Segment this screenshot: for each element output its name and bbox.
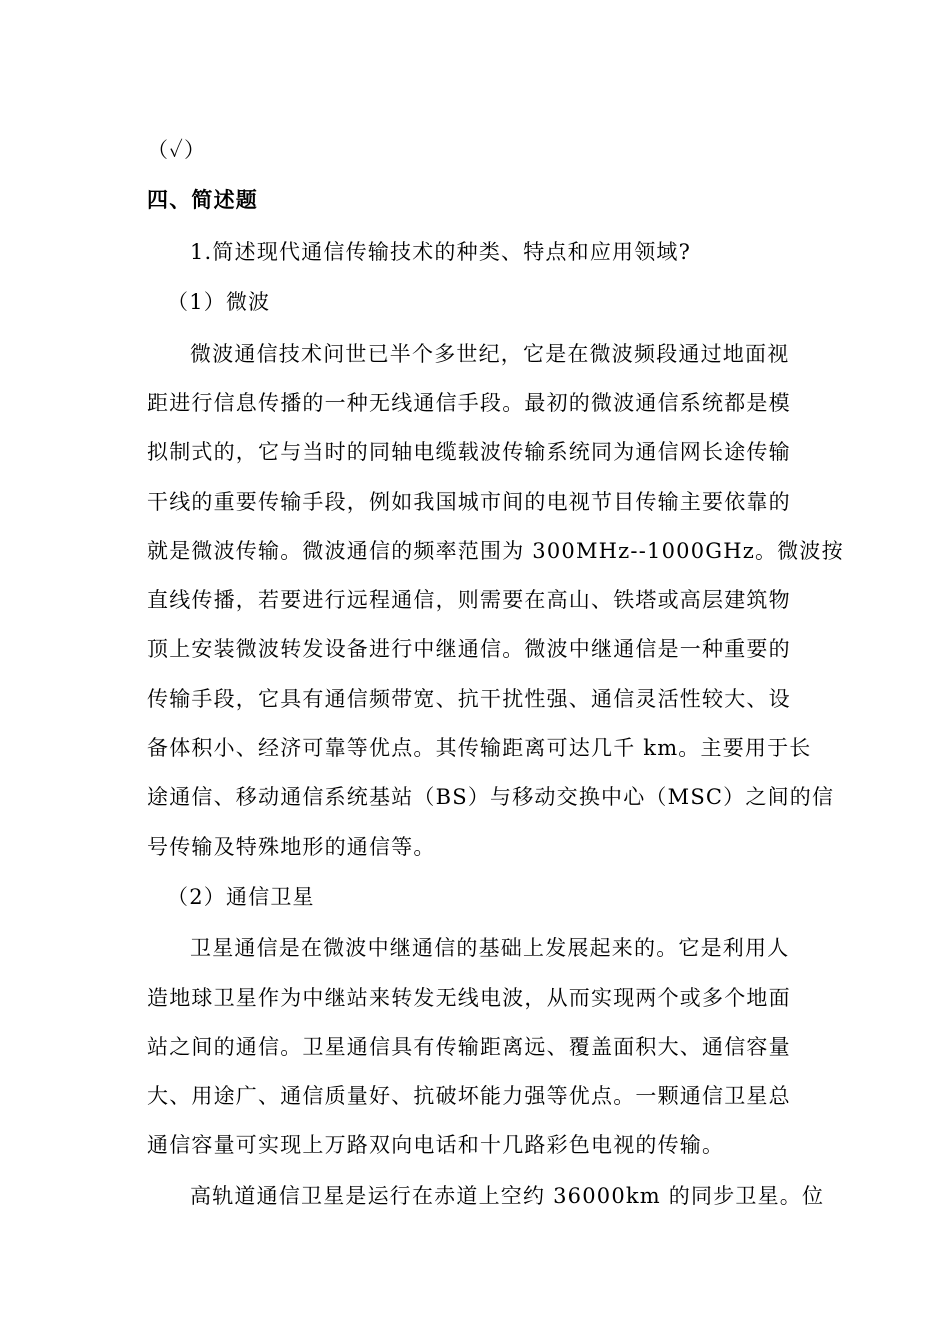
subsection-title-microwave: （1）微波 (167, 290, 271, 314)
paragraph1-line: 距进行信息传播的一种无线通信手段。最初的微波通信系统都是模 (147, 391, 791, 415)
paragraph1-line: 顶上安装微波转发设备进行中继通信。微波中继通信是一种重要的 (147, 637, 791, 661)
paragraph1-line: 直线传播，若要进行远程通信，则需要在高山、铁塔或高层建筑物 (147, 588, 791, 612)
paragraph3-line: 高轨道通信卫星是运行在赤道上空约 36000km 的同步卫星。位 (190, 1184, 825, 1208)
paragraph1-line: 干线的重要传输手段，例如我国城市间的电视节目传输主要依靠的 (147, 490, 791, 514)
paragraph1-line: 备体积小、经济可靠等优点。其传输距离可达几千 km。主要用于长 (147, 736, 812, 760)
paragraph2-line: 站之间的通信。卫星通信具有传输距离远、覆盖面积大、通信容量 (147, 1035, 791, 1059)
question-text: 1.简述现代通信传输技术的种类、特点和应用领域? (190, 240, 692, 264)
paragraph1-line: 拟制式的，它与当时的同轴电缆载波传输系统同为通信网长途传输 (147, 440, 791, 464)
paragraph1-line: 号传输及特殊地形的通信等。 (147, 835, 436, 859)
section-heading: 四、简述题 (147, 187, 258, 212)
paragraph1-line: 传输手段，它具有通信频带宽、抗干扰性强、通信灵活性较大、设 (147, 687, 791, 711)
paragraph2-line: 大、用途广、通信质量好、抗破坏能力强等优点。一颗通信卫星总 (147, 1084, 791, 1108)
check-mark-answer: （✓） (147, 138, 207, 162)
paragraph1-line: 就是微波传输。微波通信的频率范围为 300MHz--1000GHz。微波按 (147, 539, 844, 563)
paragraph1-line: 途通信、移动通信系统基站（BS）与移动交换中心（MSC）之间的信 (147, 785, 835, 809)
paragraph2-line: 卫星通信是在微波中继通信的基础上发展起来的。它是利用人 (190, 936, 790, 960)
paragraph2-line: 通信容量可实现上万路双向电话和十几路彩色电视的传输。 (147, 1133, 725, 1157)
subsection-title-satellite: （2）通信卫星 (167, 885, 315, 909)
paragraph1-line: 微波通信技术问世已半个多世纪，它是在微波频段通过地面视 (190, 342, 790, 366)
paragraph2-line: 造地球卫星作为中继站来转发无线电波，从而实现两个或多个地面 (147, 986, 791, 1010)
